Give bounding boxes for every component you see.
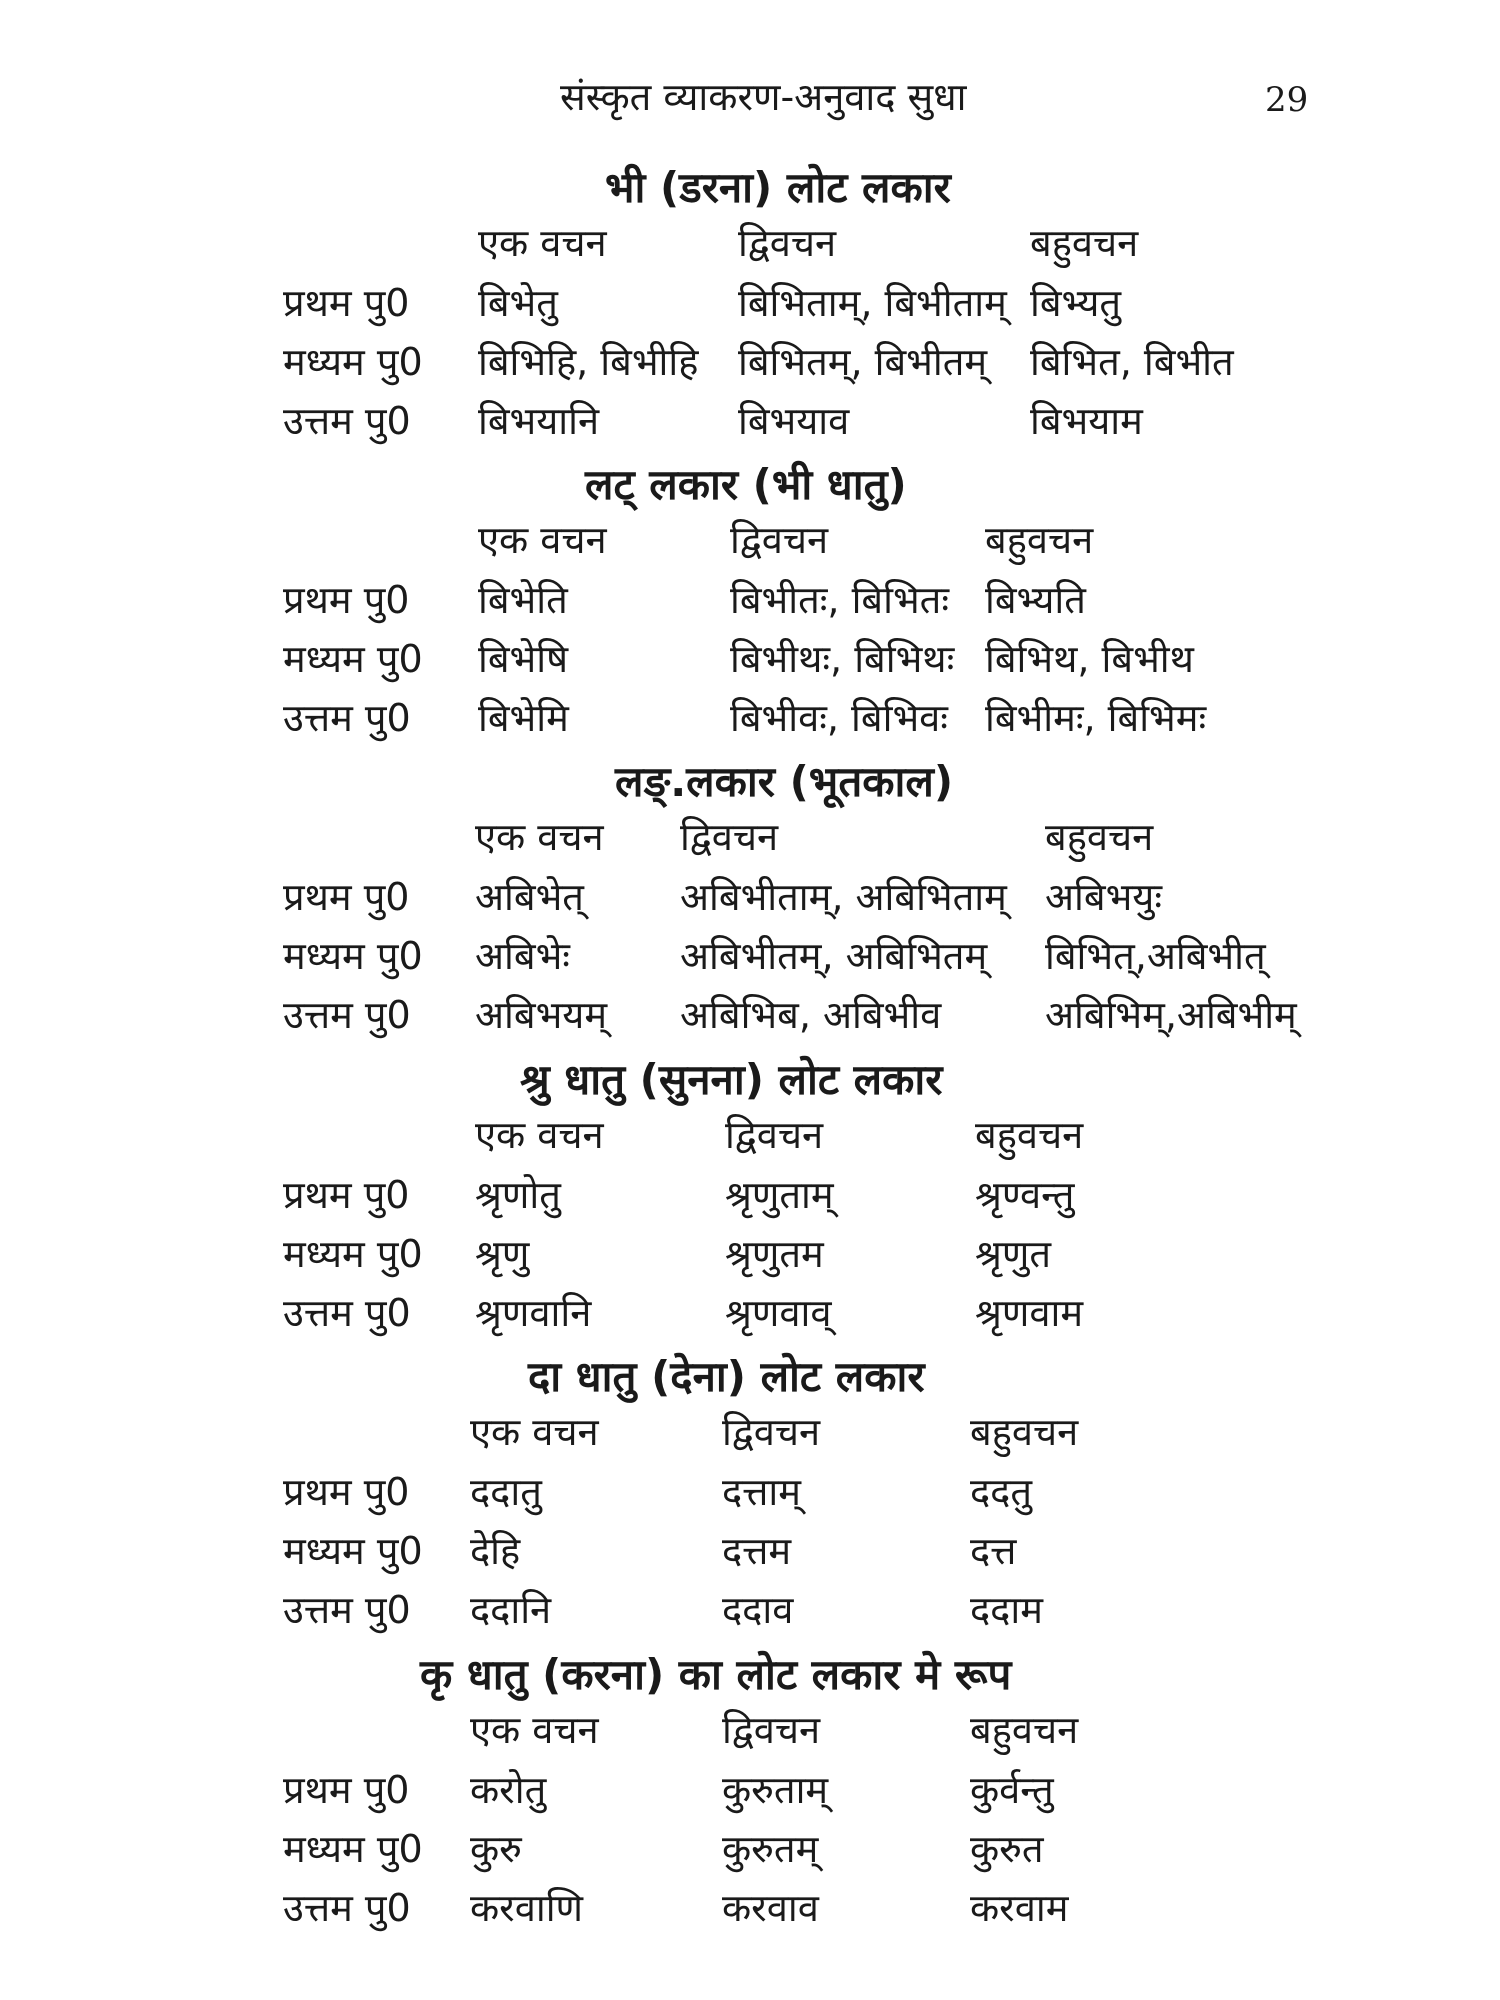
section-title: श्रु धातु (सुनना) लोट लकार — [520, 1055, 943, 1104]
column-header-row — [0, 1405, 1500, 1460]
verb-form: श्रृणवानि — [475, 1291, 592, 1335]
person-label: मध्यम पु0 — [283, 1232, 423, 1276]
verb-form: ददतु — [970, 1470, 1033, 1514]
verb-form: अबिभयम् — [475, 993, 608, 1037]
verb-form: श्रृणुताम् — [725, 1173, 834, 1217]
verb-form: बिभीतः, बिभितः — [730, 578, 950, 622]
verb-form: अबिभिम्,अबिभीम् — [1045, 993, 1297, 1037]
column-header-row — [0, 513, 1500, 568]
verb-form: श्रृण्वन्तु — [975, 1173, 1075, 1217]
person-label: उत्तम पु0 — [283, 399, 411, 443]
conjugation-row — [0, 691, 1500, 746]
column-header-row — [0, 216, 1500, 271]
conjugation-row — [0, 394, 1500, 449]
verb-form: अबिभीताम्, अबिभिताम् — [680, 875, 1007, 919]
verb-form: बिभिताम्, बिभीताम् — [738, 281, 1007, 325]
verb-form: अबिभीतम्, अबिभितम् — [680, 934, 988, 978]
verb-form: बिभयानि — [478, 399, 600, 443]
column-header: बहुवचन — [985, 518, 1094, 562]
verb-form: कुर्वन्तु — [970, 1768, 1054, 1812]
verb-form: बिभिहि, बिभीहि — [478, 340, 699, 384]
person-label: मध्यम पु0 — [283, 1529, 423, 1573]
conjugation-row — [0, 1822, 1500, 1877]
verb-form: करोतु — [470, 1768, 547, 1812]
conjugation-row — [0, 929, 1500, 984]
person-label: प्रथम पु0 — [283, 1768, 410, 1812]
column-header-row — [0, 1703, 1500, 1758]
person-label: मध्यम पु0 — [283, 1827, 423, 1871]
conjugation-row — [0, 1763, 1500, 1818]
verb-form: बिभित्,अबिभीत् — [1045, 934, 1266, 978]
conjugation-row — [0, 573, 1500, 628]
person-label: प्रथम पु0 — [283, 578, 410, 622]
verb-form: कुरुताम् — [722, 1768, 829, 1812]
person-label: मध्यम पु0 — [283, 340, 423, 384]
column-header: द्विवचन — [680, 815, 779, 859]
column-header: बहुवचन — [975, 1113, 1084, 1157]
verb-form: बिभ्यतु — [1030, 281, 1122, 325]
verb-form: दत्त — [970, 1529, 1017, 1573]
page-header — [0, 70, 1500, 130]
column-header: एक वचन — [478, 518, 607, 562]
verb-form: बिभ्यति — [985, 578, 1086, 622]
column-header: एक वचन — [470, 1708, 599, 1752]
conjugation-row — [0, 988, 1500, 1043]
verb-form: बिभयाम — [1030, 399, 1143, 443]
section-title: भी (डरना) लोट लकार — [605, 163, 951, 212]
verb-form: श्रृणोतु — [475, 1173, 561, 1217]
column-header: बहुवचन — [1045, 815, 1154, 859]
person-label: उत्तम पु0 — [283, 1588, 411, 1632]
column-header: बहुवचन — [970, 1410, 1079, 1454]
verb-form: कुरुत — [970, 1827, 1044, 1871]
person-label: उत्तम पु0 — [283, 1291, 411, 1335]
column-header: बहुवचन — [970, 1708, 1079, 1752]
verb-form: ददातु — [470, 1470, 542, 1514]
conjugation-row — [0, 1465, 1500, 1520]
verb-form: बिभित, बिभीत — [1030, 340, 1234, 384]
section-title: दा धातु (देना) लोट लकार — [528, 1352, 925, 1401]
verb-form: ददानि — [470, 1588, 552, 1632]
section-title: लङ्.लकार (भूतकाल) — [615, 757, 954, 806]
column-header: एक वचन — [475, 1113, 604, 1157]
verb-form: बिभितम्, बिभीतम् — [738, 340, 988, 384]
person-label: प्रथम पु0 — [283, 281, 410, 325]
person-label: मध्यम पु0 — [283, 637, 423, 681]
conjugation-row — [0, 335, 1500, 390]
person-label: प्रथम पु0 — [283, 1173, 410, 1217]
column-header: बहुवचन — [1030, 221, 1139, 265]
column-header-row — [0, 1108, 1500, 1163]
section-title: लट् लकार (भी धातु) — [585, 460, 907, 509]
conjugation-row — [0, 632, 1500, 687]
column-header: द्विवचन — [722, 1410, 821, 1454]
verb-form: करवाणि — [470, 1886, 584, 1930]
person-label: उत्तम पु0 — [283, 993, 411, 1037]
verb-form: करवाव — [722, 1886, 819, 1930]
verb-form: अबिभिब, अबिभीव — [680, 993, 942, 1037]
verb-form: ददाम — [970, 1588, 1043, 1632]
verb-form: बिभीमः, बिभिमः — [985, 696, 1207, 740]
verb-form: बिभेति — [478, 578, 568, 622]
verb-form: बिभीवः, बिभिवः — [730, 696, 948, 740]
verb-form: अबिभेः — [475, 934, 570, 978]
conjugation-row — [0, 1168, 1500, 1223]
column-header: एक वचन — [478, 221, 607, 265]
column-header: द्विवचन — [730, 518, 829, 562]
person-label: उत्तम पु0 — [283, 696, 411, 740]
section-title: कृ धातु (करना) का लोट लकार मे रूप — [420, 1650, 1012, 1699]
verb-form: देहि — [470, 1529, 521, 1573]
column-header: द्विवचन — [738, 221, 837, 265]
column-header: द्विवचन — [725, 1113, 824, 1157]
verb-form: बिभयाव — [738, 399, 850, 443]
conjugation-row — [0, 1524, 1500, 1579]
page-number: 29 — [1265, 80, 1309, 120]
person-label: मध्यम पु0 — [283, 934, 423, 978]
verb-form: करवाम — [970, 1886, 1069, 1930]
verb-form: बिभिथ, बिभीथ — [985, 637, 1194, 681]
conjugation-row — [0, 1286, 1500, 1341]
verb-form: श्रृणवाम — [975, 1291, 1084, 1335]
column-header: द्विवचन — [722, 1708, 821, 1752]
verb-form: बिभेषि — [478, 637, 569, 681]
conjugation-row — [0, 870, 1500, 925]
conjugation-row — [0, 1227, 1500, 1282]
conjugation-row — [0, 1881, 1500, 1936]
conjugation-row — [0, 276, 1500, 331]
verb-form: दत्ताम् — [722, 1470, 802, 1514]
column-header-row — [0, 810, 1500, 865]
person-label: प्रथम पु0 — [283, 875, 410, 919]
column-header: एक वचन — [470, 1410, 599, 1454]
verb-form: दत्तम — [722, 1529, 792, 1573]
verb-form: श्रृणुत — [975, 1232, 1052, 1276]
verb-form: अबिभेत् — [475, 875, 584, 919]
verb-form: श्रृणु — [475, 1232, 530, 1276]
verb-form: अबिभयुः — [1045, 875, 1163, 919]
column-header: एक वचन — [475, 815, 604, 859]
verb-form: कुरु — [470, 1827, 522, 1871]
verb-form: बिभेतु — [478, 281, 558, 325]
verb-form: बिभेमि — [478, 696, 569, 740]
verb-form: श्रृणवाव् — [725, 1291, 832, 1335]
conjugation-row — [0, 1583, 1500, 1638]
person-label: उत्तम पु0 — [283, 1886, 411, 1930]
person-label: प्रथम पु0 — [283, 1470, 410, 1514]
verb-form: बिभीथः, बिभिथः — [730, 637, 955, 681]
book-title: संस्कृत व्याकरण-अनुवाद सुधा — [560, 75, 967, 119]
verb-form: श्रृणुतम — [725, 1232, 824, 1276]
verb-form: ददाव — [722, 1588, 794, 1632]
verb-form: कुरुतम् — [722, 1827, 819, 1871]
